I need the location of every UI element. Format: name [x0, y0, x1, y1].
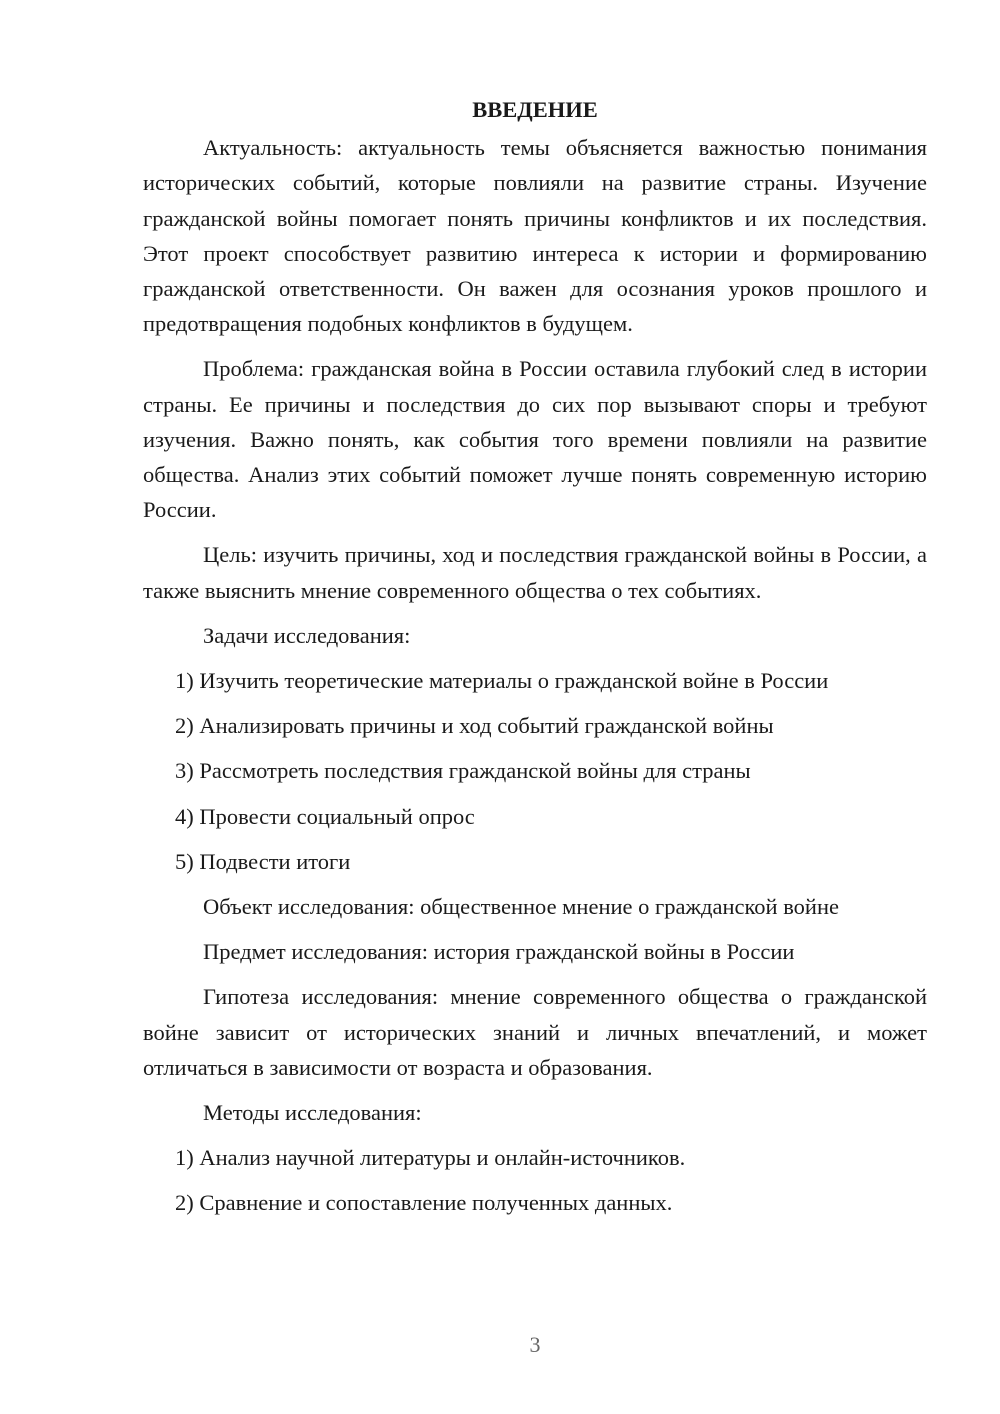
problem-paragraph: Проблема: гражданская война в России оставила глубокий след в истории страны. Ее причины и последствия до сих пор вызывают споры и требуют изучения. Важно понять, как события того времени повлияли на развитие общества. Анализ этих событий поможет лучше понять современную историю России. [143, 356, 927, 523]
relevance-paragraph: Актуальность: актуальность темы объясняется важностью понимания исторических событий, которые повлияли на развитие страны. Изучение гражданской войны помогает понять причины конфликтов и их последствия. Этот проект способствует развитию интереса к истории и формированию гражданской ответственности. Он важен для осознания уроков прошлого и предотвращения подобных конфликтов в будущем. [143, 135, 927, 337]
methods-heading: Методы исследования: [203, 1100, 422, 1126]
goal-paragraph: Цель: изучить причины, ход и последствия гражданской войны в России, а также выяснить мнение современного общества о тех событиях. [143, 542, 927, 603]
hypothesis-paragraph: Гипотеза исследования: мнение современного общества о гражданской войне зависит от исторических знаний и личных впечатлений, и может отличаться в зависимости от возраста и образования. [143, 984, 927, 1080]
task-item: 4) Провести социальный опрос [175, 803, 475, 829]
task-item: 1) Изучить теоретические материалы о гражданской войне в России [175, 668, 829, 694]
task-item: 2) Анализировать причины и ход событий гражданской войны [175, 713, 774, 739]
section-title: ВВЕДЕНИЕ [472, 97, 598, 122]
task-item: 3) Рассмотреть последствия гражданской войны для страны [175, 758, 751, 784]
method-item: 2) Сравнение и сопоставление полученных данных. [175, 1190, 673, 1216]
page-content [143, 92, 927, 1231]
method-item: 1) Анализ научной литературы и онлайн-источников. [175, 1145, 686, 1171]
subject-paragraph: Предмет исследования: история гражданской войны в России [203, 939, 795, 965]
page-number: 3 [529, 1332, 541, 1357]
task-item: 5) Подвести итоги [175, 848, 351, 874]
object-paragraph: Объект исследования: общественное мнение о гражданской войне [203, 894, 839, 920]
tasks-heading: Задачи исследования: [203, 622, 411, 648]
